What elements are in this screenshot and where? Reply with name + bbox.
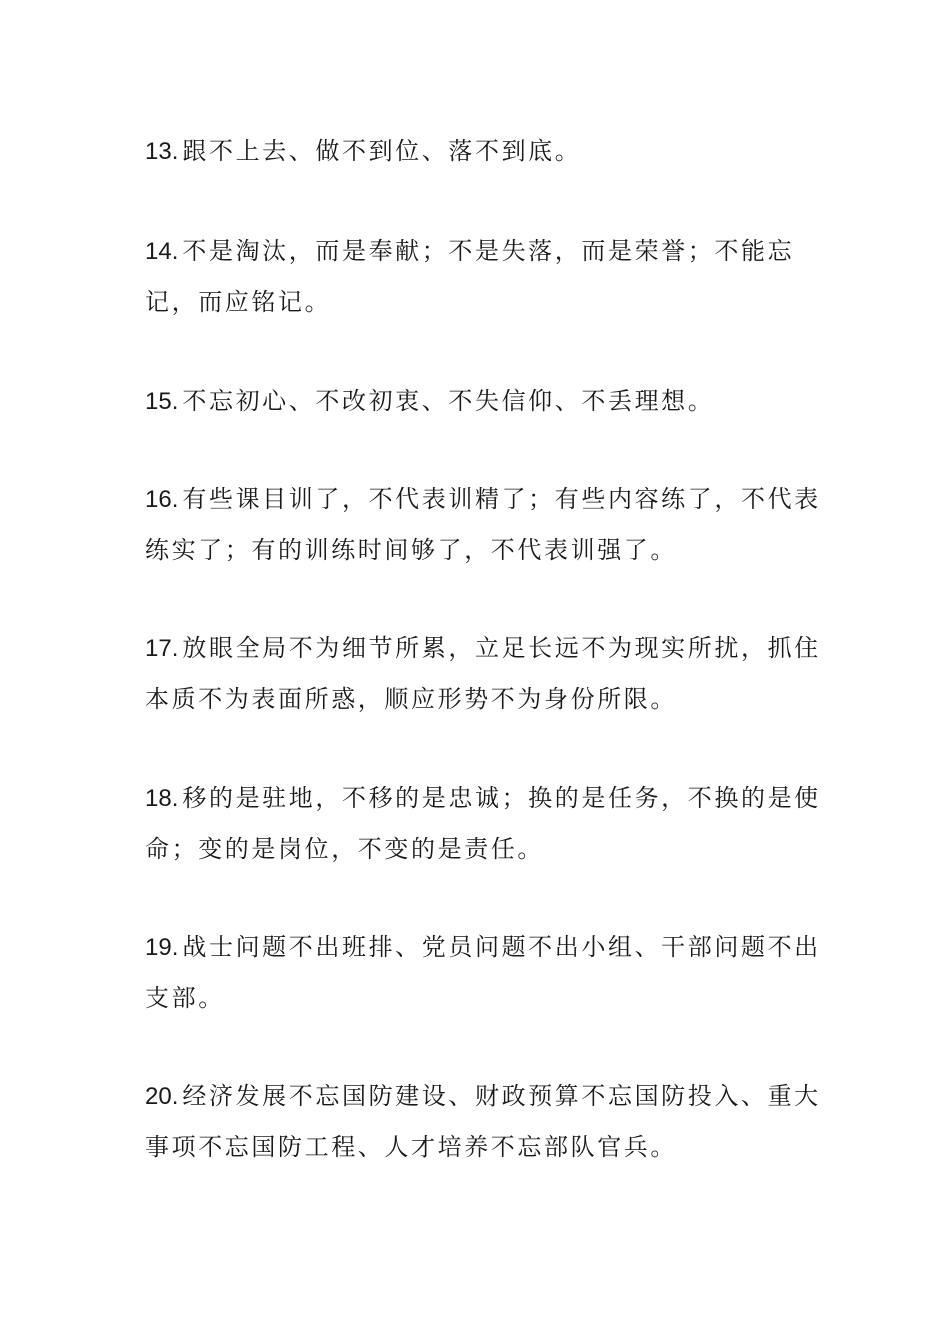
item-text: 不是淘汰，而是奉献；不是失落，而是荣誉；不能忘记，而应铭记。 (145, 237, 795, 316)
list-item (145, 922, 825, 1023)
item-number: 20. (145, 1083, 179, 1110)
item-text: 不忘初心、不改初衷、不失信仰、不丢理想。 (182, 387, 715, 415)
item-text: 跟不上去、做不到位、落不到底。 (182, 137, 582, 165)
item-text: 经济发展不忘国防建设、财政预算不忘国防投入、重大事项不忘国防工程、人才培养不忘部队官兵。 (145, 1082, 821, 1161)
list-item (145, 474, 825, 575)
item-number: 16. (145, 486, 179, 513)
item-text: 战士问题不出班排、党员问题不出小组、干部问题不出支部。 (145, 933, 821, 1012)
item-text: 有些课目训了，不代表训精了；有些内容练了，不代表练实了；有的训练时间够了，不代表训强了。 (145, 485, 821, 564)
item-number: 17. (145, 635, 179, 662)
item-number: 14. (145, 238, 179, 265)
item-number: 18. (145, 785, 179, 812)
item-text: 放眼全局不为细节所累，立足长远不为现实所扰，抓住本质不为表面所惑，顺应形势不为身份所限。 (145, 634, 821, 713)
list-item (145, 1071, 825, 1172)
item-number: 15. (145, 388, 179, 415)
list-item (145, 226, 825, 327)
item-number: 19. (145, 934, 179, 961)
list-item (145, 376, 825, 427)
item-number: 13. (145, 138, 179, 165)
list-item (145, 126, 825, 177)
list-item (145, 773, 825, 874)
item-text: 移的是驻地，不移的是忠诚；换的是任务，不换的是使命；变的是岗位，不变的是责任。 (145, 784, 821, 863)
list-item (145, 623, 825, 724)
